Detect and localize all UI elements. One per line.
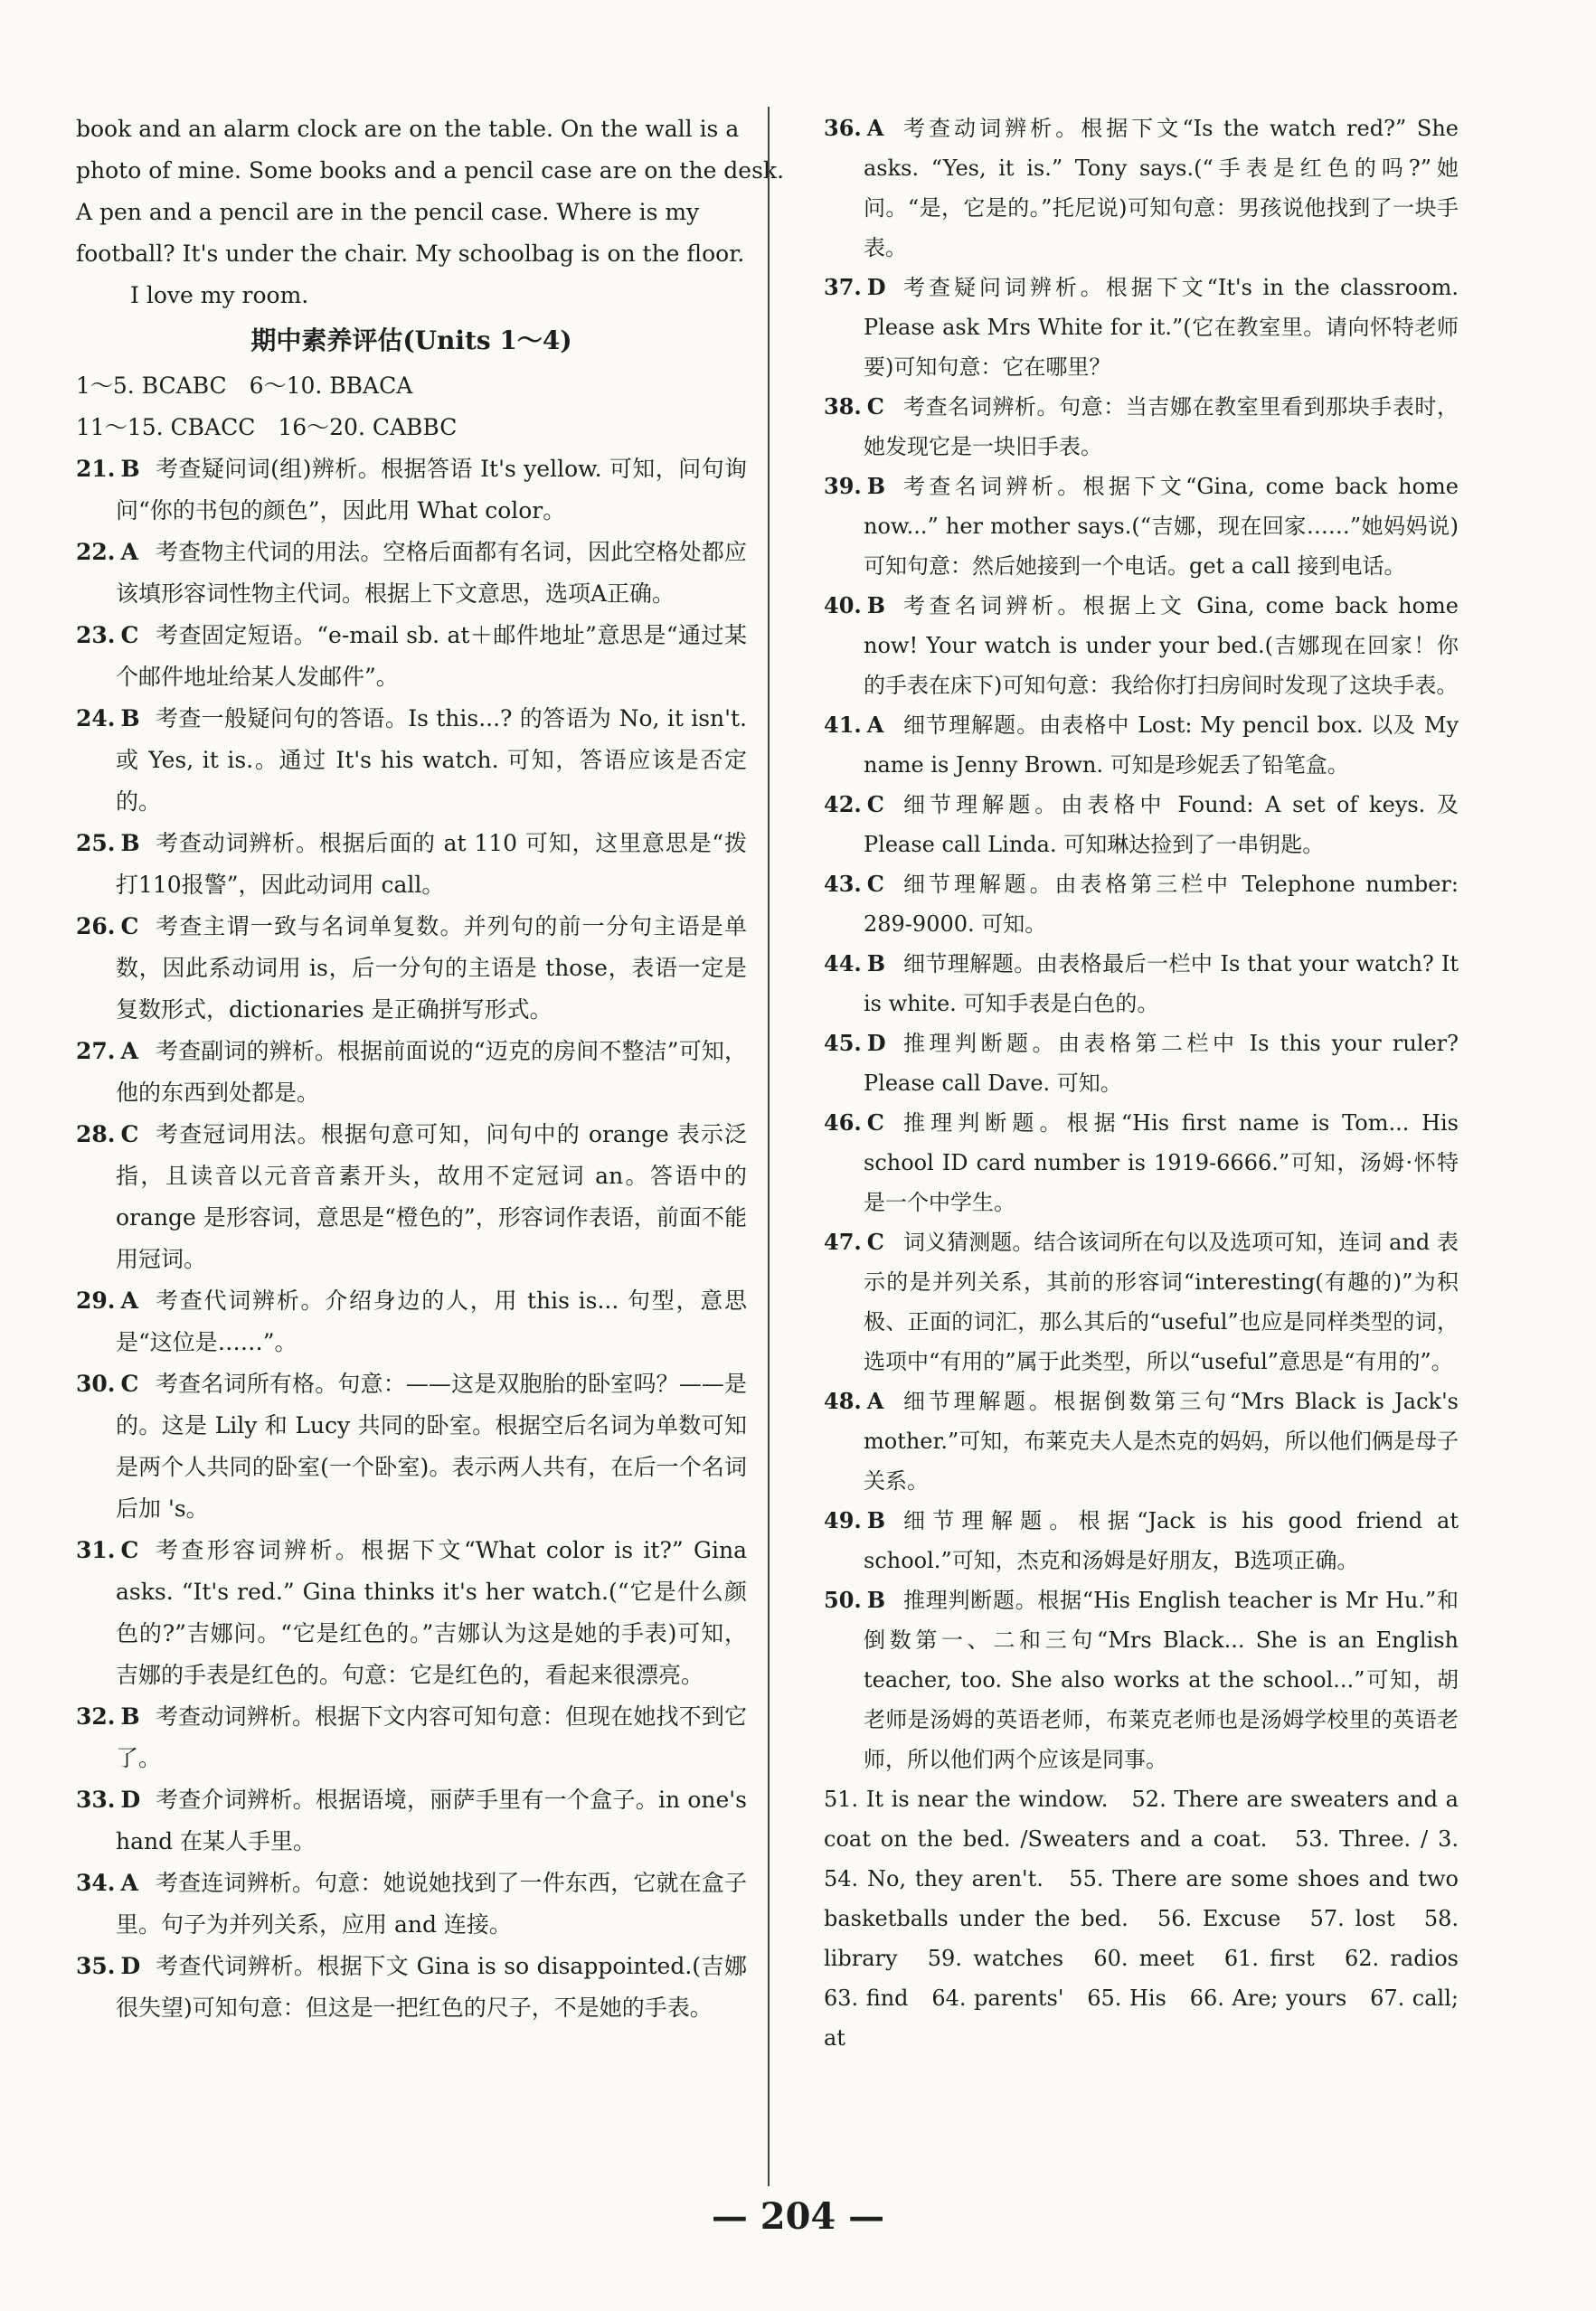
answer-key: 11～15. CBACC 16～20. CABBC — [76, 414, 458, 440]
explanation-text: 细节理解题。根据倒数第三句“Mrs Black is Jack's mother.”可知，布莱克夫人是杰克的妈妈，所以他们俩是母子关系。 — [864, 1389, 1459, 1494]
explanation-text: 考查代词辨析。介绍身边的人，用 this is... 句型，意思是“这位是……”。 — [116, 1288, 747, 1355]
item-number — [76, 1863, 138, 1904]
answer-item — [824, 586, 1459, 705]
item-number — [76, 1114, 138, 1156]
answer-letter: C — [120, 622, 139, 648]
explanation-text: 考查介词辨析。根据语境，丽萨手里有一个盒子。in one's hand 在某人手里。 — [116, 1787, 747, 1854]
question-number: 24. — [76, 705, 116, 731]
answer-item — [76, 1779, 747, 1863]
question-number: 23. — [76, 622, 116, 648]
explanation-text: 考查主谓一致与名词单复数。并列句的前一分句主语是单数，因此系动词用 is，后一分句的主语是 those，表语一定是复数形式，dictionaries 是正确拼写形式。 — [116, 913, 747, 1023]
answer-letter: A — [866, 1388, 884, 1414]
item-number — [824, 387, 884, 427]
explanation-text: 考查名词所有格。句意：——这是双胞胎的卧室吗？——是的。这是 Lily 和 Lucy 共同的卧室。根据空后名词为单数可知是两个人共同的卧室(一个卧室)。表示两人共有，在后一个名词后加 's。 — [116, 1371, 747, 1522]
item-number — [76, 1779, 140, 1821]
question-number: 38. — [824, 393, 862, 420]
explanation-text: 细节理解题。由表格中 Lost: My pencil box. 以及 My name is Jenny Brown. 可知是珍妮丢了铅笔盒。 — [864, 712, 1459, 778]
item-number — [824, 467, 885, 506]
answer-letter: C — [120, 1121, 139, 1147]
answer-item — [76, 615, 747, 698]
item-number — [76, 906, 138, 948]
item-number — [76, 1946, 140, 1987]
question-number: 50. — [824, 1587, 862, 1613]
left-item-list — [76, 448, 747, 2029]
item-number — [76, 448, 140, 490]
explanation-text: 考查物主代词的用法。空格后面都有名词，因此空格处都应该填形容词性物主代词。根据上下文意思，选项A正确。 — [116, 539, 747, 607]
item-number — [76, 1530, 138, 1571]
answer-letter: B — [120, 1703, 140, 1730]
question-number: 48. — [824, 1388, 862, 1414]
column-divider — [768, 107, 770, 2186]
intro-line: A pen and a pencil are in the pencil case. Where is my — [76, 199, 700, 225]
question-number: 46. — [824, 1109, 862, 1136]
answer-letter: C — [866, 791, 884, 817]
item-number — [824, 1501, 885, 1541]
question-number: 49. — [824, 1507, 862, 1533]
item-number — [824, 944, 885, 984]
answer-item — [76, 698, 747, 823]
answer-letter: C — [866, 1109, 884, 1136]
item-number — [824, 1023, 886, 1063]
explanation-text: 考查动词辨析。根据后面的 at 110 可知，这里意思是“拨打110报警”，因此动词用 call。 — [116, 830, 747, 898]
item-number — [76, 823, 140, 864]
item-number — [824, 1222, 884, 1262]
answer-item — [76, 1363, 747, 1530]
answer-letter: C — [866, 393, 884, 420]
question-number: 35. — [76, 1953, 116, 1979]
item-number — [824, 1580, 885, 1620]
explanation-text: 推理判断题。根据“His first name is Tom... His school ID card number is 1919-6666.”可知，汤姆·怀特是一个中学生。 — [864, 1110, 1459, 1215]
answer-item — [824, 467, 1459, 586]
explanation-text: 词义猜测题。结合该词所在句以及选项可知，连词 and 表示的是并列关系，其前的形容词“interesting(有趣的)”为积极、正面的词汇，那么其后的“useful”也应是同样类型的词，选项中“有用的”属于此类型，所以“useful”意思是“有用的”。 — [864, 1230, 1459, 1374]
answer-item — [76, 1280, 747, 1363]
question-number: 22. — [76, 539, 116, 565]
answer-item — [824, 1501, 1459, 1580]
answer-item — [824, 1222, 1459, 1382]
answer-letter: B — [866, 592, 886, 618]
explanation-text: 考查名词辨析。句意：当吉娜在教室里看到那块手表时，她发现它是一块旧手表。 — [864, 394, 1459, 459]
explanation-text: 细节理解题。由表格中 Found: A set of keys. 及 Please call Linda. 可知琳达捡到了一串钥匙。 — [864, 792, 1459, 857]
answer-letter: A — [120, 1038, 138, 1064]
explanation-text: 考查名词辨析。根据上文 Gina, come back home now! Your watch is under your bed.(吉娜现在回家！你的手表在床下)可知句意：我给你打扫房间时发现了这块手表。 — [864, 593, 1459, 698]
right-item-list — [824, 108, 1459, 1779]
explanation-text: 考查动词辨析。根据下文内容可知句意：但现在她找不到它了。 — [116, 1703, 747, 1771]
question-number: 40. — [824, 592, 862, 618]
item-number — [76, 1696, 140, 1738]
answer-letter: B — [120, 830, 140, 856]
answer-key: 1～5. BCABC 6～10. BBACA — [76, 373, 413, 399]
answer-item — [824, 108, 1459, 268]
answer-letter: A — [120, 1870, 138, 1896]
answer-letter: C — [120, 1537, 139, 1563]
explanation-text: 细节理解题。由表格最后一栏中 Is that your watch? It is white. 可知手表是白色的。 — [864, 951, 1459, 1016]
answer-item — [76, 1530, 747, 1696]
answer-letter: B — [120, 705, 140, 731]
item-number — [76, 532, 138, 573]
question-number: 28. — [76, 1121, 116, 1147]
question-number: 39. — [824, 473, 862, 499]
answer-item — [824, 1580, 1459, 1779]
question-number: 42. — [824, 791, 862, 817]
question-number: 36. — [824, 115, 862, 141]
answer-letter: C — [120, 1371, 139, 1397]
item-number — [824, 1382, 883, 1421]
explanation-text: 考查副词的辨析。根据前面说的“迈克的房间不整洁”可知，他的东西到处都是。 — [116, 1038, 747, 1106]
answer-item — [76, 448, 747, 532]
answer-letter: D — [866, 1030, 886, 1056]
answer-letter: D — [120, 1953, 141, 1979]
question-number: 47. — [824, 1229, 862, 1255]
answer-letter: B — [866, 473, 886, 499]
item-number — [824, 705, 883, 745]
answer-item — [76, 823, 747, 906]
answer-item — [76, 1031, 747, 1114]
answer-letter: B — [120, 456, 140, 482]
answer-item — [76, 1114, 747, 1280]
item-number — [824, 785, 884, 825]
question-number: 25. — [76, 830, 116, 856]
item-number — [76, 1363, 138, 1405]
item-number — [76, 698, 140, 740]
item-number — [824, 108, 883, 148]
answer-letter: A — [120, 539, 138, 565]
question-number: 21. — [76, 456, 116, 482]
question-number: 45. — [824, 1030, 862, 1056]
section-title: 期中素养评估(Units 1～4) — [250, 325, 572, 355]
right-column — [824, 108, 1480, 2058]
item-number — [76, 1280, 138, 1322]
intro-line: photo of mine. Some books and a pencil case are on the desk. — [76, 157, 785, 184]
answer-item — [76, 906, 747, 1031]
answer-item — [76, 1863, 747, 1946]
item-number — [824, 268, 886, 307]
answer-item — [824, 864, 1459, 944]
closing-line: I love my room. — [130, 282, 309, 308]
intro-line: book and an alarm clock are on the table. On the wall is a — [76, 116, 740, 142]
answer-item — [824, 1023, 1459, 1103]
answer-letter: D — [120, 1787, 141, 1813]
answer-item — [824, 387, 1459, 467]
explanation-text: 推理判断题。根据“His English teacher is Mr Hu.”和倒数第一、二和三句“Mrs Black... She is an English teacher, too. She also works at the school...”可知，胡老师是汤姆的英语老师，布莱克老师也是汤姆学校里的英语老师，所以他们两个应该是同事。 — [864, 1588, 1459, 1772]
question-number: 44. — [824, 950, 862, 976]
question-number: 33. — [76, 1787, 116, 1813]
item-number — [76, 1031, 138, 1072]
intro-line: football? It's under the chair. My schoolbag is on the floor. — [76, 241, 745, 267]
answer-letter: B — [866, 1507, 886, 1533]
explanation-text: 考查名词辨析。根据下文“Gina, come back home now...” her mother says.(“吉娜，现在回家……”她妈妈说)可知句意：然后她接到一个电话。get a call 接到电话。 — [864, 474, 1459, 579]
answer-item — [76, 1946, 747, 2029]
explanation-text: 考查一般疑问句的答语。Is this...? 的答语为 No, it isn't. 或 Yes, it is.。通过 It's his watch. 可知，答语应该是否定的。 — [116, 705, 747, 815]
page-number: — 204 — — [711, 2195, 885, 2238]
answer-item — [824, 785, 1459, 864]
question-number: 26. — [76, 913, 116, 939]
answer-item — [824, 705, 1459, 785]
explanation-text: 推理判断题。由表格第二栏中 Is this your ruler? Please call Dave. 可知。 — [864, 1031, 1459, 1096]
question-number: 31. — [76, 1537, 116, 1563]
answer-letter: A — [866, 115, 884, 141]
answer-letter: C — [866, 871, 884, 897]
answer-item — [824, 1382, 1459, 1501]
answer-item — [824, 268, 1459, 387]
question-number: 29. — [76, 1288, 116, 1314]
answer-letter: C — [120, 913, 139, 939]
explanation-text: 考查疑问词(组)辨析。根据答语 It's yellow. 可知，问句询问“你的书包的颜色”，因此用 What color。 — [116, 456, 747, 524]
answer-letter: C — [866, 1229, 884, 1255]
item-number — [824, 1103, 884, 1143]
explanation-text: 考查冠词用法。根据句意可知，问句中的 orange 表示泛指，且读音以元音音素开头，故用不定冠词 an。答语中的 orange 是形容词，意思是“橙色的”，形容词作表语，前面不能用冠词。 — [116, 1121, 747, 1272]
explanation-text: 考查代词辨析。根据下文 Gina is so disappointed.(吉娜很失望)可知句意：但这是一把红色的尺子，不是她的手表。 — [116, 1953, 747, 2021]
answer-letter: A — [120, 1288, 138, 1314]
question-number: 32. — [76, 1703, 116, 1730]
item-number — [824, 586, 885, 626]
explanation-text: 细节理解题。根据“Jack is his good friend at school.”可知，杰克和汤姆是好朋友，B选项正确。 — [864, 1508, 1459, 1573]
item-number — [76, 615, 138, 656]
question-number: 27. — [76, 1038, 116, 1064]
answer-item — [824, 944, 1459, 1023]
left-column — [76, 108, 785, 2029]
answer-letter: B — [866, 1587, 886, 1613]
item-number — [824, 864, 884, 904]
answer-letter: D — [866, 274, 886, 300]
explanation-text: 细节理解题。由表格第三栏中 Telephone number: 289-9000. 可知。 — [864, 872, 1459, 937]
answer-item — [824, 1103, 1459, 1222]
explanation-text: 考查连词辨析。句意：她说她找到了一件东西，它就在盒子里。句子为并列关系，应用 and 连接。 — [116, 1870, 747, 1938]
question-number: 37. — [824, 274, 862, 300]
question-number: 41. — [824, 712, 862, 738]
answer-letter: A — [866, 712, 884, 738]
explanation-text: 考查疑问词辨析。根据下文“It's in the classroom. Please ask Mrs White for it.”(它在教室里。请向怀特老师要)可知句意：它在哪里？ — [864, 275, 1459, 380]
explanation-text: 考查固定短语。“e-mail sb. at＋邮件地址”意思是“通过某个邮件地址给某人发邮件”。 — [116, 622, 747, 690]
explanation-text: 考查动词辨析。根据下文“Is the watch red?” She asks. “Yes, it is.” Tony says.(“手表是红色的吗?”她问。“是，它是的。”托尼说)可知句意：男孩说他找到了一块手表。 — [864, 116, 1459, 260]
answer-item — [76, 1696, 747, 1779]
short-answers: 51. It is near the window. 52. There are sweaters and a coat on the bed. /Sweaters and a coat. 53. Three. / 3. 54. No, they aren't. 55. There are some shoes and two basketballs under the bed. 56. Excuse 57. lost 58. library 59. watches 60. meet 61. first 62. radios 63. find 64. parents' 65. His 66. Are; yours 67. call; at — [824, 1787, 1480, 2051]
answer-item — [76, 532, 747, 615]
question-number: 34. — [76, 1870, 116, 1896]
answer-letter: B — [866, 950, 886, 976]
question-number: 30. — [76, 1371, 116, 1397]
question-number: 43. — [824, 871, 862, 897]
explanation-text: 考查形容词辨析。根据下文“What color is it?” Gina asks. “It's red.” Gina thinks it's her watch.(“它是什么颜色的?”吉娜问。“它是红色的。”吉娜认为这是她的手表)可知，吉娜的手表是红色的。句意：它是红色的，看起来很漂亮。 — [116, 1537, 747, 1688]
